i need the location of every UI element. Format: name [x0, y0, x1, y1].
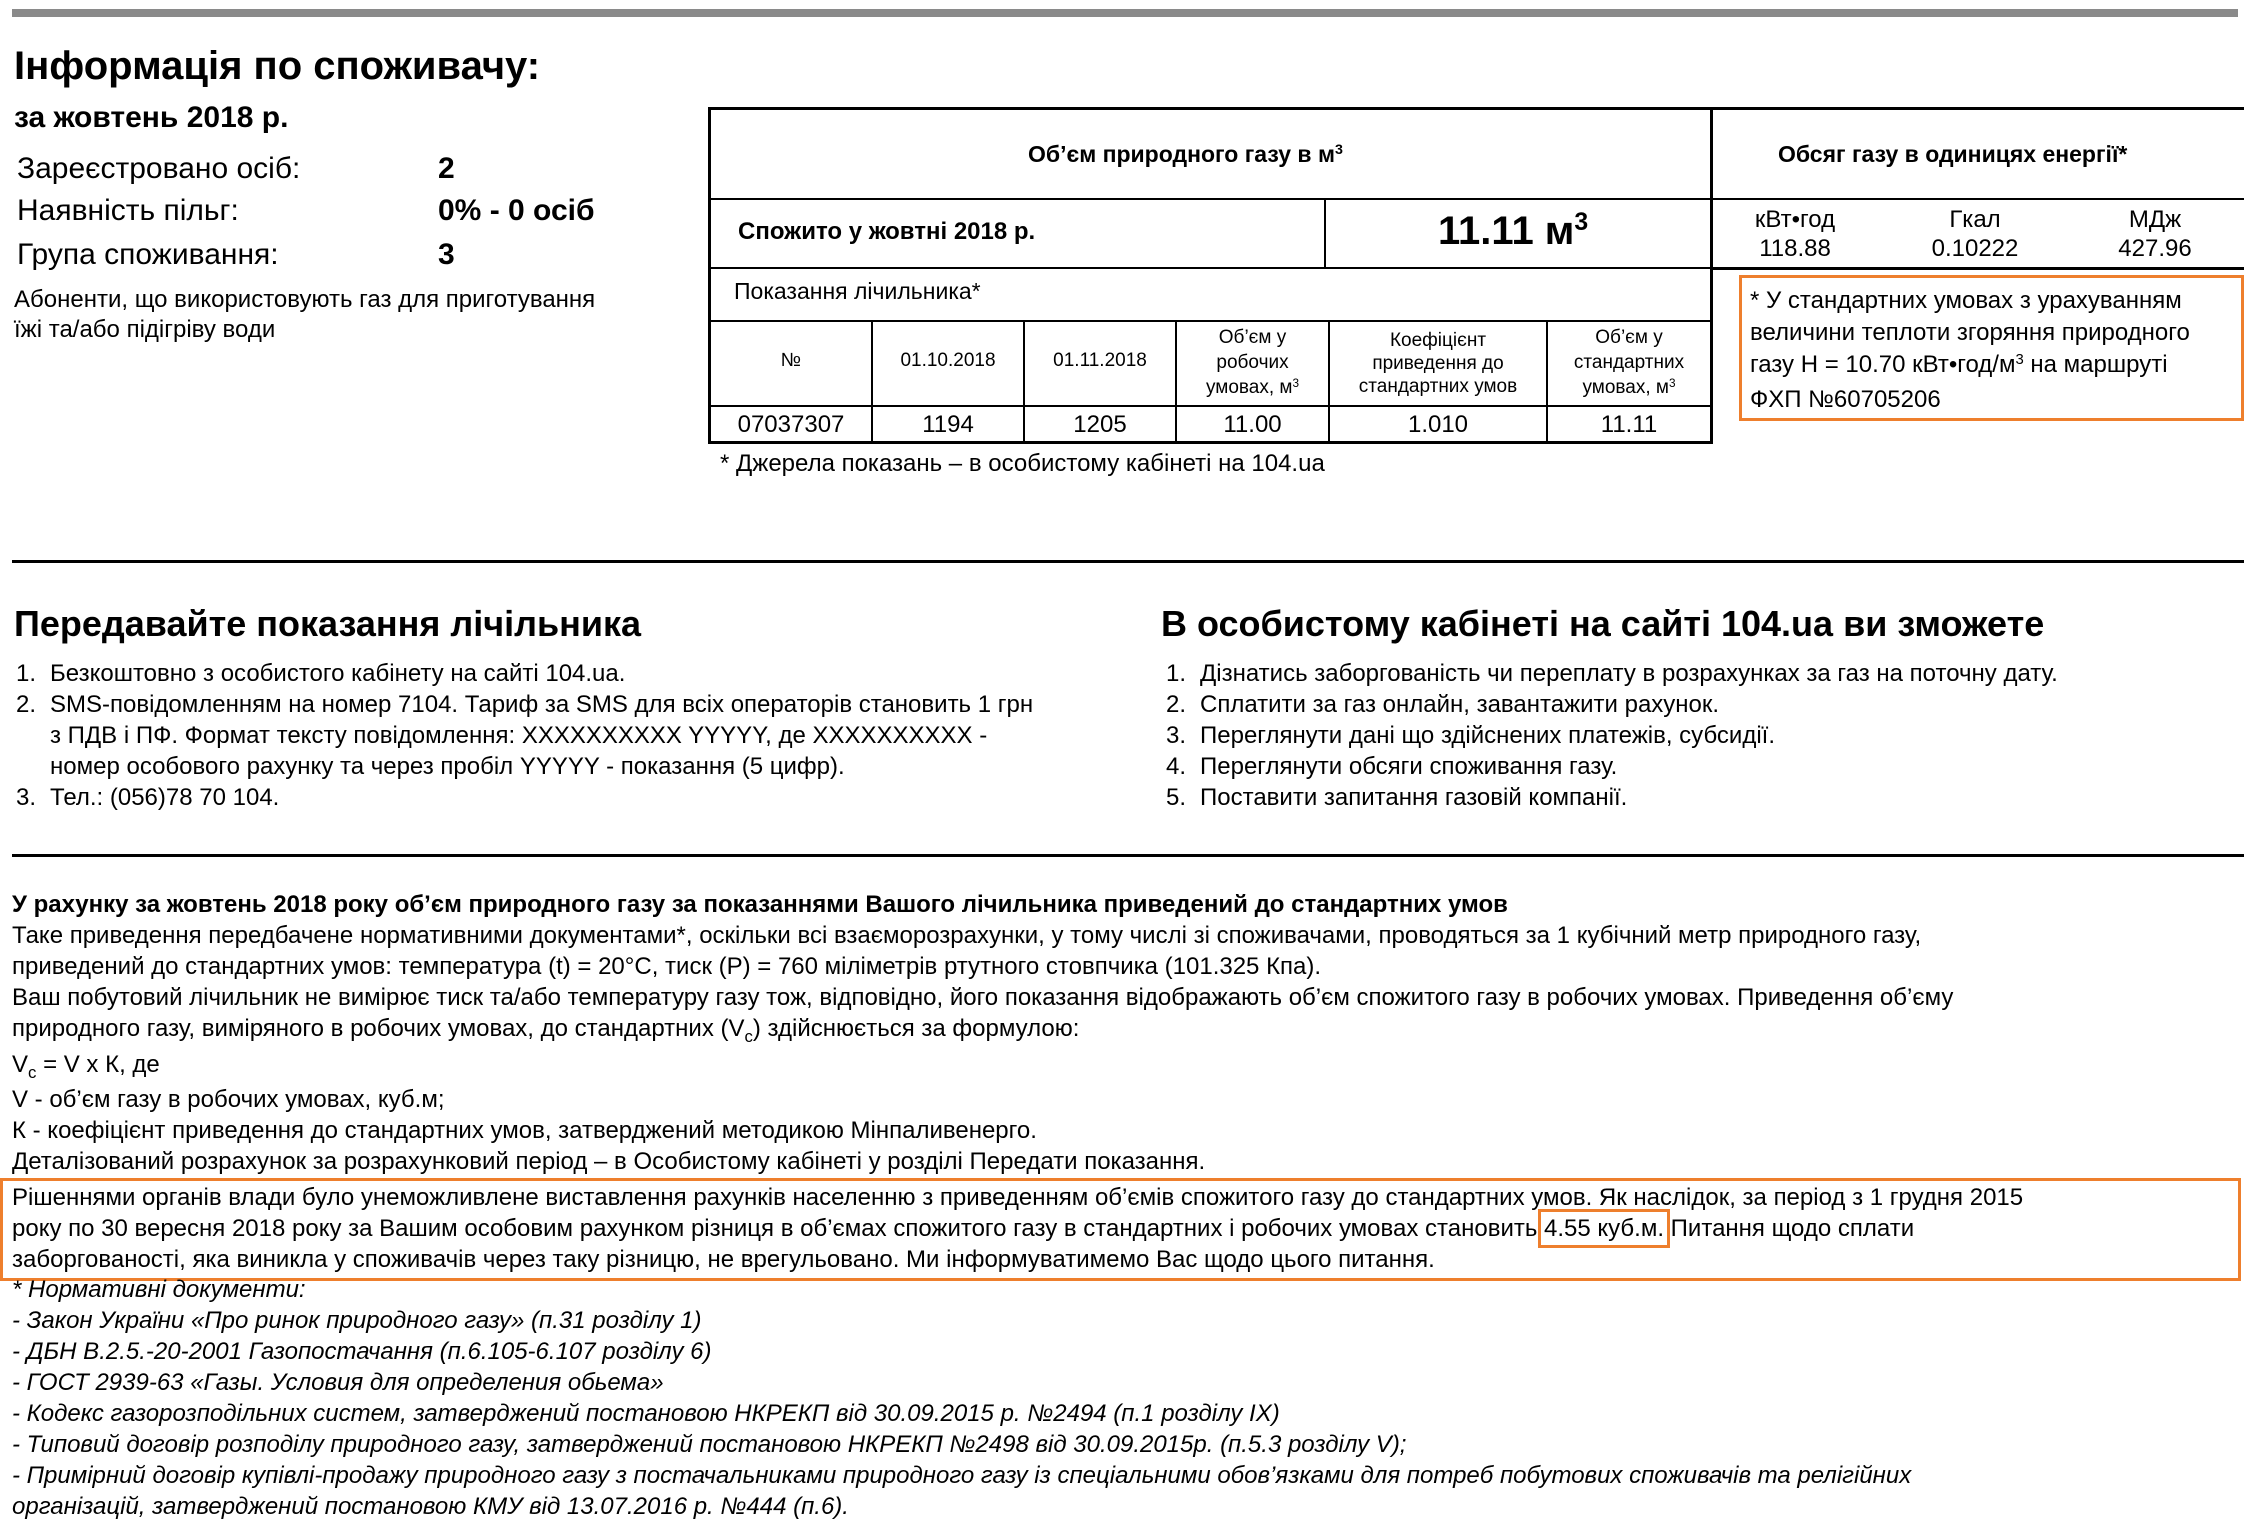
decision-line1: Рішеннями органів влади було унеможливлене виставлення рахунків населенню з приведенням об’ємів спожитого газу до стандартних умов. Як наслідок, за період з 1 грудня 2015: [12, 1184, 2024, 1211]
col-date1: 01.10.2018: [900, 350, 996, 371]
detail-note: Деталізований розрахунок за розрахунковий період – в Особистому кабінеті у розділі Передати показання.: [12, 1148, 1206, 1175]
explanation-p1: Таке приведення передбачене нормативними документами*, оскільки всі взаєморозрахунки, у тому числі зі споживачами, проводяться за 1 кубічний метр природного газу,: [12, 922, 1922, 949]
submit-heading: Передавайте показання лічільника: [14, 603, 642, 644]
cell-reading-2: 1205: [1073, 411, 1127, 438]
section-divider-2: [12, 854, 2244, 857]
normative-list: [12, 1274, 1911, 1522]
explanation-p4: природного газу, виміряного в робочих умовах, до стандартних $(V_c)$ здійснюється за формулою:: [12, 1015, 1080, 1046]
cell-reading-1: 1194: [922, 411, 974, 438]
cell-std-volume: 11.11: [1600, 411, 1658, 438]
section-divider-1: [12, 560, 2244, 563]
normative-item: - Примірний договір купівлі-продажу природного газу з постачальниками природного газу із спеціальними обов’язками для потреб побутових споживачів та релігійних: [12, 1462, 1912, 1489]
normative-item: - ГОСТ 2939-63 «Газы. Условия для определения обьема»: [12, 1369, 664, 1396]
cabinet-item-2: 2. Сплатити за газ онлайн, завантажити рахунок.: [1166, 691, 1720, 718]
cell-work-volume: 11.00: [1223, 411, 1282, 438]
energy-unit-gcal: Гкал: [1949, 206, 2001, 233]
normative-item: - ДБН В.2.5.-20-2001 Газопостачання (п.6.105-6.107 розділу 6): [12, 1338, 712, 1365]
energy-header: Обсяг газу в одиницях енергії*: [1778, 141, 2128, 167]
energy-note: * У стандартних умовах з урахуванням величини теплоти згоряння природного газу Н = 10.70 $кВт•год/м^3$ на маршруті ФХП №60705206: [1750, 287, 2190, 413]
difference-value-highlight: 4.55 куб.м.: [1544, 1215, 1665, 1242]
cabinet-list: [1162, 658, 2058, 813]
explanation-title: У рахунку за жовтень 2018 року об’єм природного газу за показаннями Вашого лічильника приведений до стандартних умов: [12, 891, 1508, 918]
consumer-note-line2: їжі та/або підігріву води: [14, 316, 276, 343]
decision-line3: заборгованості, яка виникла у споживачів через таку різницю, не врегульовано. Ми інформуватимемо Вас щодо цього питання.: [12, 1246, 1435, 1273]
benefits-label: Наявність пільг:: [17, 194, 239, 227]
col-coefficient: Коефіцієнт приведення до стандартних умов: [1358, 330, 1518, 397]
consumed-label: Спожито у жовтні 2018 р.: [738, 218, 1036, 245]
normative-item: - Типовий договір розподілу природного газу, затверджений постановою НКРЕКП №2498 від 30.09.2015р. (п.5.3 розділу V);: [12, 1431, 1407, 1458]
energy-value-kwh: 118.88: [1759, 235, 1831, 262]
col-num: №: [780, 350, 802, 371]
consumer-heading: Інформація по споживачу:: [14, 44, 541, 88]
gas-volume-table: [708, 107, 1713, 447]
normative-heading: * Нормативні документи:: [12, 1276, 306, 1303]
energy-table: [1710, 107, 2244, 270]
registered-label: Зареєстровано осіб:: [17, 152, 301, 185]
cabinet-item-4: 4. Переглянути обсяги споживання газу.: [1166, 753, 1618, 780]
submit-item-3: 3. Тел.: (056)78 70 104.: [16, 784, 280, 811]
energy-value-mj: 427.96: [2118, 235, 2192, 262]
submit-item-1: 1. Безкоштовно з особистого кабінету на сайті 104.ua.: [16, 660, 626, 687]
normative-item: - Кодекс газорозподільних систем, затверджений постановою НКРЕКП від 30.09.2015 р. №2494 (п.1 розділу IX): [12, 1400, 1280, 1427]
group-value: 3: [438, 238, 455, 271]
cell-coefficient: 1.010: [1407, 411, 1469, 438]
cabinet-heading: В особистому кабінеті на сайті 104.ua ви зможете: [1161, 603, 2045, 644]
decision-line2: року по 30 вересня 2018 року за Вашим особовим рахунком різниця в об’ємах спожитого газу в стандартних і робочих умовах становить 4.55 куб.м. Питання щодо сплати: [12, 1215, 1915, 1242]
cell-meter-number: 07037307: [737, 411, 845, 438]
formula-line: $V_c = V$ х К, де: [12, 1051, 160, 1082]
volume-header: Об’єм природного газу в $м^3$: [1028, 141, 1343, 167]
normative-item: організацій, затверджений постановою КМУ від 13.07.2016 р. №444 (п.6).: [12, 1493, 849, 1520]
submit-list: 1. Безкоштовно з особистого кабінету на сайті 104.ua. 2. SMS-повідомленням на номер 7104. Тариф за SMS для всіх операторів становить 1 грн з ПДВ і ПФ. Формат тексту повідомлення: XXXXXXXXXX YYYYY, де XXXXXXXXXX - номер особового рахунку та через пробіл YYYYY - показання (5 цифр). 3. Тел.: (056)78 70 104.: [12, 658, 1033, 813]
consumer-note-line1: Абоненти, що використовують газ для приготування: [14, 286, 596, 313]
consumer-period: за жовтень 2018 р.: [14, 101, 289, 134]
registered-value: 2: [438, 152, 455, 185]
col-work-volume: Об’єм у робочих умовах, $м^3$: [1205, 327, 1300, 398]
group-label: Група споживання:: [17, 238, 279, 271]
submit-item-2: 2. SMS-повідомленням на номер 7104. Тариф за SMS для всіх операторів становить 1 грн: [16, 691, 1034, 718]
explanation-p2: приведений до стандартних умов: температура (t) = 20°С, тиск (Р) = 760 міліметрів ртутного стовпчика (101.325 Кпа).: [12, 953, 1322, 980]
cabinet-item-3: 3. Переглянути дані що здійснених платежів, субсидії.: [1166, 722, 1776, 749]
energy-value-gcal: 0.10222: [1931, 235, 2019, 262]
consumed-value: 11.11 $м^3$: [1438, 209, 1589, 253]
formula-k-def: К - коефіцієнт приведення до стандартних умов, затверджений методикою Мінпаливенерго.: [12, 1117, 1037, 1144]
energy-unit-kwh: кВт•год: [1754, 206, 1836, 233]
col-std-volume: Об’єм у стандартних умовах, $м^3$: [1573, 327, 1685, 398]
meter-label: Показання лічильника*: [734, 278, 981, 304]
cabinet-item-5: 5. Поставити запитання газовій компанії.: [1166, 784, 1628, 811]
cabinet-item-1: 1. Дізнатись заборгованість чи переплату в розрахунках за газ на поточну дату.: [1166, 660, 2058, 687]
benefits-value: 0% - 0 осіб: [438, 194, 595, 227]
normative-item: - Закон України «Про ринок природного газу» (п.31 розділу 1): [12, 1307, 702, 1334]
col-date2: 01.11.2018: [1053, 350, 1147, 371]
source-note: * Джерела показань – в особистому кабінеті на 104.ua: [720, 450, 1325, 477]
explanation-p3: Ваш побутовий лічильник не вимірює тиск та/або температуру газу тож, відповідно, його показання відображають об’єм спожитого газу в робочих умовах. Приведення об’єму: [12, 984, 1954, 1011]
energy-unit-mj: МДж: [2128, 206, 2182, 233]
formula-v-def: V - об’єм газу в робочих умовах, куб.м;: [12, 1086, 445, 1113]
top-divider: [12, 9, 2238, 17]
